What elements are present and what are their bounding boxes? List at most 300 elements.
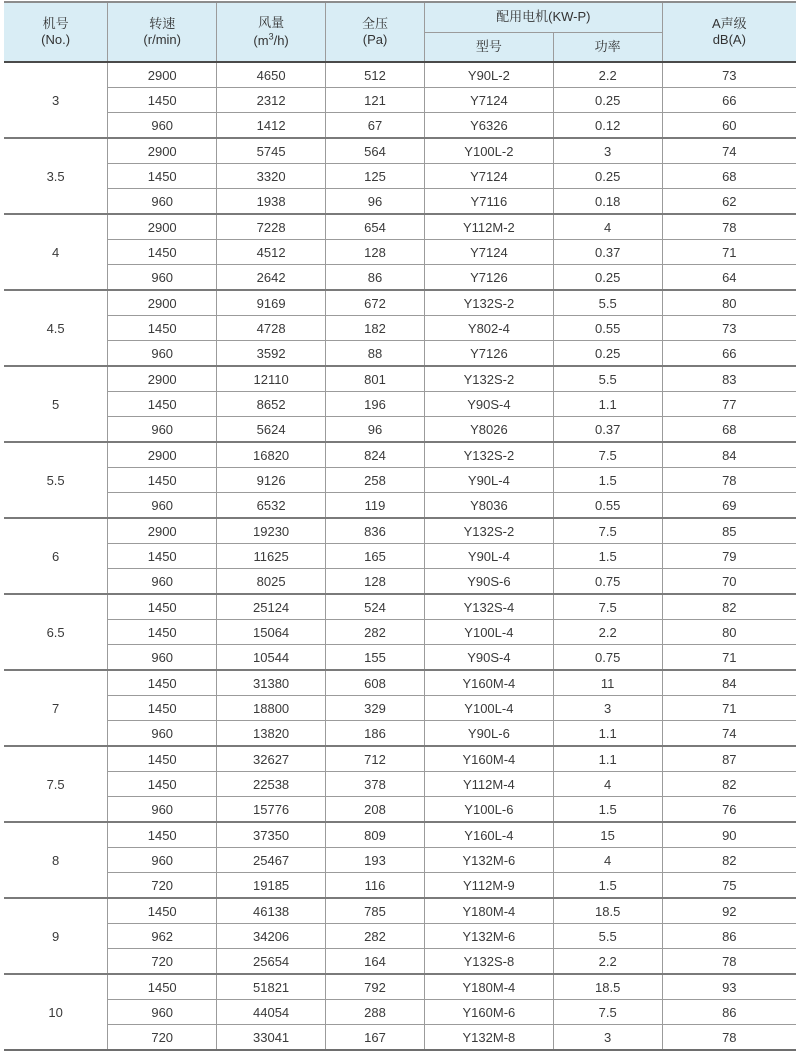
table-row — [4, 265, 796, 291]
spec-cell: Y90S-4 — [425, 645, 554, 671]
spec-cell: 85 — [662, 518, 796, 544]
spec-cell: 9169 — [217, 290, 326, 316]
header-motor: 配用电机(KW-P) — [425, 2, 663, 33]
table-row — [4, 974, 796, 1000]
table-row — [4, 240, 796, 265]
spec-cell: 87 — [662, 746, 796, 772]
spec-cell: Y7124 — [425, 88, 554, 113]
spec-cell: 960 — [108, 341, 217, 367]
spec-cell: 9126 — [217, 468, 326, 493]
spec-cell: Y132S-2 — [425, 366, 554, 392]
spec-cell: 1.1 — [553, 392, 662, 417]
spec-cell: 77 — [662, 392, 796, 417]
spec-cell: 0.25 — [553, 164, 662, 189]
spec-cell: 1450 — [108, 696, 217, 721]
machine-no-cell: 7.5 — [4, 746, 108, 822]
table-row — [4, 138, 796, 164]
spec-cell: 282 — [326, 924, 425, 949]
spec-cell: Y90S-6 — [425, 569, 554, 595]
spec-cell: 1450 — [108, 772, 217, 797]
spec-cell: 78 — [662, 468, 796, 493]
spec-cell: Y7124 — [425, 164, 554, 189]
machine-no-cell: 4.5 — [4, 290, 108, 366]
spec-cell: 64 — [662, 265, 796, 291]
spec-cell: 2900 — [108, 214, 217, 240]
spec-cell: 15064 — [217, 620, 326, 645]
table-row — [4, 417, 796, 443]
spec-cell: 3592 — [217, 341, 326, 367]
spec-cell: 2900 — [108, 518, 217, 544]
spec-cell: 1450 — [108, 670, 217, 696]
machine-no-cell: 3.5 — [4, 138, 108, 214]
spec-cell: 32627 — [217, 746, 326, 772]
spec-cell: 7228 — [217, 214, 326, 240]
spec-cell: 186 — [326, 721, 425, 747]
spec-cell: 3 — [553, 1025, 662, 1051]
spec-cell: 18.5 — [553, 898, 662, 924]
header-noise-unit: dB(A) — [712, 32, 746, 47]
spec-cell: 16820 — [217, 442, 326, 468]
spec-cell: 0.37 — [553, 417, 662, 443]
spec-cell: 193 — [326, 848, 425, 873]
spec-cell: 66 — [662, 88, 796, 113]
spec-cell: Y90S-4 — [425, 392, 554, 417]
spec-cell: Y160M-4 — [425, 746, 554, 772]
spec-cell: 960 — [108, 1000, 217, 1025]
table-row — [4, 468, 796, 493]
spec-cell: Y7124 — [425, 240, 554, 265]
spec-cell: 960 — [108, 113, 217, 139]
spec-cell: 4 — [553, 214, 662, 240]
spec-cell: 0.75 — [553, 569, 662, 595]
spec-cell: 13820 — [217, 721, 326, 747]
spec-cell: 60 — [662, 113, 796, 139]
spec-cell: 128 — [326, 569, 425, 595]
spec-cell: 1450 — [108, 240, 217, 265]
spec-cell: 62 — [662, 189, 796, 215]
spec-cell: 74 — [662, 138, 796, 164]
spec-cell: 0.55 — [553, 316, 662, 341]
spec-cell: 2900 — [108, 62, 217, 88]
table-row — [4, 670, 796, 696]
table-row — [4, 620, 796, 645]
spec-cell: 196 — [326, 392, 425, 417]
spec-cell: 164 — [326, 949, 425, 975]
spec-cell: Y100L-4 — [425, 620, 554, 645]
table-row — [4, 113, 796, 139]
spec-cell: 512 — [326, 62, 425, 88]
spec-cell: 2.2 — [553, 949, 662, 975]
header-noise-zh: A声级 — [711, 15, 747, 31]
spec-cell: 31380 — [217, 670, 326, 696]
spec-cell: 960 — [108, 645, 217, 671]
spec-cell: 720 — [108, 873, 217, 899]
spec-cell: Y7116 — [425, 189, 554, 215]
machine-no-cell: 6.5 — [4, 594, 108, 670]
spec-cell: 208 — [326, 797, 425, 823]
spec-cell: 960 — [108, 265, 217, 291]
spec-cell: 1450 — [108, 594, 217, 620]
spec-cell: 1450 — [108, 392, 217, 417]
table-row — [4, 518, 796, 544]
spec-cell: 8652 — [217, 392, 326, 417]
spec-cell: 3320 — [217, 164, 326, 189]
spec-cell: 0.55 — [553, 493, 662, 519]
spec-cell: 5.5 — [553, 366, 662, 392]
spec-cell: 12110 — [217, 366, 326, 392]
spec-cell: 1450 — [108, 974, 217, 1000]
spec-cell: 71 — [662, 240, 796, 265]
spec-cell: 809 — [326, 822, 425, 848]
table-row — [4, 544, 796, 569]
spec-cell: 792 — [326, 974, 425, 1000]
spec-cell: 68 — [662, 164, 796, 189]
machine-no-cell: 6 — [4, 518, 108, 594]
spec-cell: 960 — [108, 493, 217, 519]
table-row — [4, 772, 796, 797]
spec-cell: 1450 — [108, 468, 217, 493]
spec-cell: 88 — [326, 341, 425, 367]
spec-cell: 329 — [326, 696, 425, 721]
table-row — [4, 341, 796, 367]
table-row — [4, 848, 796, 873]
table-row — [4, 1000, 796, 1025]
table-row — [4, 594, 796, 620]
spec-cell: Y132S-4 — [425, 594, 554, 620]
spec-cell: Y180M-4 — [425, 898, 554, 924]
spec-cell: 2.2 — [553, 62, 662, 88]
header-motor-model: 型号 — [425, 33, 554, 63]
spec-cell: 1412 — [217, 113, 326, 139]
spec-cell: 37350 — [217, 822, 326, 848]
header-machine-no-en: (No.) — [41, 32, 71, 47]
machine-no-cell: 10 — [4, 974, 108, 1050]
machine-no-cell: 5 — [4, 366, 108, 442]
table-row — [4, 290, 796, 316]
spec-cell: 960 — [108, 189, 217, 215]
spec-cell: 2900 — [108, 366, 217, 392]
spec-cell: 608 — [326, 670, 425, 696]
table-row — [4, 442, 796, 468]
spec-cell: Y7126 — [425, 341, 554, 367]
spec-cell: Y6326 — [425, 113, 554, 139]
spec-cell: 165 — [326, 544, 425, 569]
spec-cell: 801 — [326, 366, 425, 392]
spec-cell: 84 — [662, 670, 796, 696]
spec-cell: 720 — [108, 1025, 217, 1051]
spec-cell: 66 — [662, 341, 796, 367]
header-pressure-zh: 全压 — [362, 15, 389, 31]
spec-cell: 1450 — [108, 620, 217, 645]
spec-cell: Y132S-2 — [425, 442, 554, 468]
spec-cell: 0.25 — [553, 88, 662, 113]
spec-cell: 73 — [662, 62, 796, 88]
spec-cell: 19230 — [217, 518, 326, 544]
spec-cell: Y90L-2 — [425, 62, 554, 88]
spec-cell: 0.37 — [553, 240, 662, 265]
spec-cell: 74 — [662, 721, 796, 747]
spec-cell: 69 — [662, 493, 796, 519]
spec-cell: 182 — [326, 316, 425, 341]
spec-cell: 2900 — [108, 138, 217, 164]
table-row — [4, 873, 796, 899]
table-row — [4, 924, 796, 949]
spec-cell: 0.75 — [553, 645, 662, 671]
table-row — [4, 949, 796, 975]
spec-cell: 67 — [326, 113, 425, 139]
spec-cell: 1450 — [108, 88, 217, 113]
spec-cell: Y90L-4 — [425, 544, 554, 569]
spec-cell: 0.18 — [553, 189, 662, 215]
table-row — [4, 392, 796, 417]
header-speed — [108, 2, 217, 62]
table-row — [4, 645, 796, 671]
table-row — [4, 746, 796, 772]
spec-cell: 1938 — [217, 189, 326, 215]
spec-cell: 3 — [553, 696, 662, 721]
spec-cell: Y112M-9 — [425, 873, 554, 899]
spec-cell: 4728 — [217, 316, 326, 341]
spec-cell: 19185 — [217, 873, 326, 899]
table-row — [4, 569, 796, 595]
spec-cell: 46138 — [217, 898, 326, 924]
spec-cell: 7.5 — [553, 518, 662, 544]
spec-cell: 96 — [326, 417, 425, 443]
spec-cell: 960 — [108, 848, 217, 873]
spec-cell: 960 — [108, 417, 217, 443]
header-machine-no-zh: 机号 — [42, 15, 69, 31]
spec-cell: 1.1 — [553, 746, 662, 772]
spec-cell: 836 — [326, 518, 425, 544]
spec-cell: 96 — [326, 189, 425, 215]
spec-cell: 1450 — [108, 164, 217, 189]
spec-cell: 282 — [326, 620, 425, 645]
spec-cell: Y8036 — [425, 493, 554, 519]
spec-cell: 78 — [662, 214, 796, 240]
spec-cell: 0.25 — [553, 265, 662, 291]
spec-cell: 960 — [108, 569, 217, 595]
spec-cell: 1.5 — [553, 544, 662, 569]
spec-cell: 5.5 — [553, 290, 662, 316]
spec-cell: Y8026 — [425, 417, 554, 443]
spec-cell: 76 — [662, 797, 796, 823]
spec-cell: 71 — [662, 645, 796, 671]
spec-cell: 44054 — [217, 1000, 326, 1025]
spec-cell: 6532 — [217, 493, 326, 519]
spec-cell: 70 — [662, 569, 796, 595]
table-row — [4, 316, 796, 341]
spec-cell: 8025 — [217, 569, 326, 595]
spec-cell: Y802-4 — [425, 316, 554, 341]
spec-cell: Y100L-6 — [425, 797, 554, 823]
spec-cell: 86 — [662, 1000, 796, 1025]
spec-cell: 86 — [326, 265, 425, 291]
spec-cell: 11 — [553, 670, 662, 696]
spec-cell: Y180M-4 — [425, 974, 554, 1000]
spec-cell: 960 — [108, 721, 217, 747]
spec-cell: 1450 — [108, 822, 217, 848]
spec-cell: 288 — [326, 1000, 425, 1025]
spec-cell: Y160L-4 — [425, 822, 554, 848]
spec-cell: 86 — [662, 924, 796, 949]
spec-cell: Y7126 — [425, 265, 554, 291]
spec-cell: 960 — [108, 797, 217, 823]
spec-cell: 524 — [326, 594, 425, 620]
spec-cell: 78 — [662, 1025, 796, 1051]
fan-spec-table — [4, 1, 796, 1051]
spec-cell: Y132S-2 — [425, 290, 554, 316]
spec-cell: 128 — [326, 240, 425, 265]
spec-cell: Y90L-6 — [425, 721, 554, 747]
spec-cell: 1450 — [108, 544, 217, 569]
spec-cell: 83 — [662, 366, 796, 392]
spec-cell: 25124 — [217, 594, 326, 620]
header-pressure — [326, 2, 425, 62]
table-row — [4, 88, 796, 113]
spec-cell: 116 — [326, 873, 425, 899]
spec-cell: 3 — [553, 138, 662, 164]
spec-cell: Y132M-6 — [425, 848, 554, 873]
spec-cell: 18800 — [217, 696, 326, 721]
spec-cell: 4650 — [217, 62, 326, 88]
header-motor-power: 功率 — [553, 33, 662, 63]
table-row — [4, 214, 796, 240]
spec-cell: 712 — [326, 746, 425, 772]
spec-cell: 90 — [662, 822, 796, 848]
spec-cell: 1.5 — [553, 468, 662, 493]
table-row — [4, 189, 796, 215]
spec-cell: 78 — [662, 949, 796, 975]
spec-cell: 1.5 — [553, 797, 662, 823]
header-pressure-unit: (Pa) — [362, 32, 388, 47]
spec-cell: Y112M-4 — [425, 772, 554, 797]
spec-cell: 18.5 — [553, 974, 662, 1000]
spec-cell: 4512 — [217, 240, 326, 265]
table-row — [4, 797, 796, 823]
spec-cell: 167 — [326, 1025, 425, 1051]
spec-cell: 378 — [326, 772, 425, 797]
spec-cell: 79 — [662, 544, 796, 569]
machine-no-cell: 4 — [4, 214, 108, 290]
spec-cell: 80 — [662, 290, 796, 316]
header-machine-no — [4, 2, 108, 62]
spec-cell: 75 — [662, 873, 796, 899]
spec-cell: Y160M-4 — [425, 670, 554, 696]
spec-cell: 15 — [553, 822, 662, 848]
spec-cell: 720 — [108, 949, 217, 975]
table-row — [4, 62, 796, 88]
spec-cell: 68 — [662, 417, 796, 443]
header-airflow — [217, 2, 326, 62]
spec-cell: 1450 — [108, 746, 217, 772]
spec-cell: 22538 — [217, 772, 326, 797]
header-speed-unit: (r/min) — [143, 32, 181, 47]
table-row — [4, 366, 796, 392]
spec-cell: 4 — [553, 848, 662, 873]
spec-cell: 33041 — [217, 1025, 326, 1051]
spec-cell: 5745 — [217, 138, 326, 164]
spec-cell: 672 — [326, 290, 425, 316]
spec-cell: 0.12 — [553, 113, 662, 139]
spec-cell: 7.5 — [553, 1000, 662, 1025]
spec-cell: 25654 — [217, 949, 326, 975]
spec-cell: 654 — [326, 214, 425, 240]
spec-cell: 82 — [662, 772, 796, 797]
table-row — [4, 696, 796, 721]
spec-cell: 92 — [662, 898, 796, 924]
spec-cell: 2312 — [217, 88, 326, 113]
spec-cell: Y100L-4 — [425, 696, 554, 721]
spec-cell: 1450 — [108, 898, 217, 924]
spec-cell: 80 — [662, 620, 796, 645]
spec-cell: Y160M-6 — [425, 1000, 554, 1025]
spec-cell: 84 — [662, 442, 796, 468]
spec-cell: 121 — [326, 88, 425, 113]
spec-cell: 258 — [326, 468, 425, 493]
spec-cell: Y132S-2 — [425, 518, 554, 544]
spec-cell: 25467 — [217, 848, 326, 873]
spec-cell: 7.5 — [553, 442, 662, 468]
table-row — [4, 822, 796, 848]
spec-cell: 82 — [662, 594, 796, 620]
spec-cell: 119 — [326, 493, 425, 519]
spec-cell: 4 — [553, 772, 662, 797]
spec-cell: Y112M-2 — [425, 214, 554, 240]
machine-no-cell: 8 — [4, 822, 108, 898]
spec-cell: 93 — [662, 974, 796, 1000]
spec-cell: 2900 — [108, 442, 217, 468]
machine-no-cell: 3 — [4, 62, 108, 138]
table-header — [4, 2, 796, 62]
spec-cell: Y90L-4 — [425, 468, 554, 493]
spec-cell: Y132M-8 — [425, 1025, 554, 1051]
spec-cell: 1.5 — [553, 873, 662, 899]
spec-cell: 2900 — [108, 290, 217, 316]
spec-cell: 1.1 — [553, 721, 662, 747]
spec-cell: 155 — [326, 645, 425, 671]
spec-cell: 11625 — [217, 544, 326, 569]
table-row — [4, 721, 796, 747]
spec-cell: 2642 — [217, 265, 326, 291]
spec-cell: 5624 — [217, 417, 326, 443]
spec-cell: 1450 — [108, 316, 217, 341]
header-airflow-zh: 风量 — [258, 15, 285, 31]
spec-cell: 7.5 — [553, 594, 662, 620]
table-row — [4, 164, 796, 189]
spec-cell: 73 — [662, 316, 796, 341]
spec-cell: 785 — [326, 898, 425, 924]
spec-cell: 15776 — [217, 797, 326, 823]
spec-cell: 10544 — [217, 645, 326, 671]
header-noise — [662, 2, 796, 62]
spec-cell: 2.2 — [553, 620, 662, 645]
spec-cell: Y132S-8 — [425, 949, 554, 975]
spec-cell: 71 — [662, 696, 796, 721]
spec-cell: 962 — [108, 924, 217, 949]
header-airflow-unit: $(m^3/h)$ — [253, 31, 289, 48]
spec-cell: Y132M-6 — [425, 924, 554, 949]
spec-cell: 5.5 — [553, 924, 662, 949]
spec-cell: 82 — [662, 848, 796, 873]
machine-no-cell: 7 — [4, 670, 108, 746]
machine-no-cell: 9 — [4, 898, 108, 974]
spec-cell: 125 — [326, 164, 425, 189]
spec-table-body — [4, 62, 796, 1050]
header-speed-zh: 转速 — [149, 15, 176, 31]
spec-cell: 564 — [326, 138, 425, 164]
spec-cell: 824 — [326, 442, 425, 468]
spec-cell: 51821 — [217, 974, 326, 1000]
